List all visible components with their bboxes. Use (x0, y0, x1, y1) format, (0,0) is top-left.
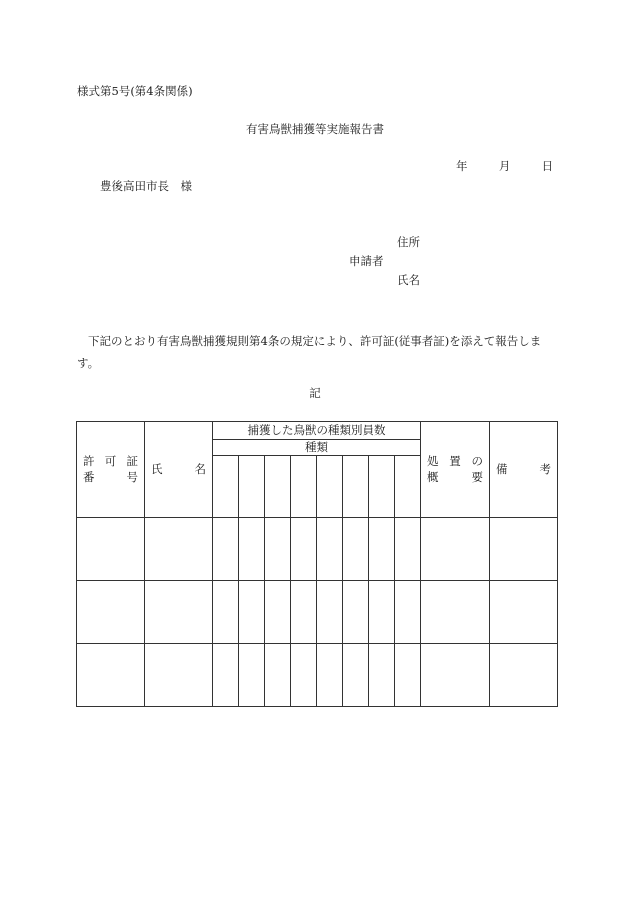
count-cell[interactable] (265, 518, 291, 581)
count-cell[interactable] (317, 644, 343, 707)
captured-count-header: 捕獲した鳥獣の種類別員数 (213, 422, 421, 440)
species-cell[interactable] (317, 456, 343, 518)
species-cell[interactable] (239, 456, 265, 518)
disposal-header-line-1 (427, 456, 483, 468)
body-text: 下記のとおり有害鳥獣捕獲規則第4条の規定により、許可証(従事者証)を添えて報告します。 (77, 334, 542, 370)
name-header (145, 422, 213, 518)
header-row-1 (77, 422, 558, 440)
count-cell[interactable] (213, 644, 239, 707)
count-cell[interactable] (239, 644, 265, 707)
remarks-cell[interactable] (490, 581, 558, 644)
permit-no-header-line-2 (83, 469, 138, 484)
remarks-cell[interactable] (490, 644, 558, 707)
remarks-header-line (496, 461, 551, 476)
species-cell[interactable] (265, 456, 291, 518)
date-month-label: 月 (498, 159, 511, 173)
permit-no-char: 可 (104, 454, 117, 468)
table-row (77, 644, 558, 707)
remarks-char: 考 (539, 461, 551, 476)
name-header-char: 名 (194, 461, 206, 476)
name-header-char: 氏 (151, 461, 163, 476)
permit-no-header (77, 422, 145, 518)
disposal-char: 要 (471, 469, 483, 484)
date-year-label: 年 (456, 159, 468, 173)
species-cell[interactable] (291, 456, 317, 518)
disposal-summary-header (421, 422, 490, 518)
disposal-cell[interactable] (421, 518, 490, 581)
disposal-cell[interactable] (421, 581, 490, 644)
remarks-cell[interactable] (490, 518, 558, 581)
name-cell[interactable] (145, 581, 213, 644)
disposal-char: 処 (427, 454, 439, 468)
applicant-label: 申請者 (349, 254, 384, 268)
permit-no-cell[interactable] (77, 644, 145, 707)
address-label: 住所 (397, 235, 420, 249)
permit-no-header-line-1 (83, 456, 138, 468)
remarks-header (490, 422, 558, 518)
permit-no-cell[interactable] (77, 518, 145, 581)
count-cell[interactable] (239, 518, 265, 581)
disposal-char: の (471, 454, 483, 468)
count-cell[interactable] (291, 518, 317, 581)
date-day-label: 日 (541, 159, 554, 173)
name-cell[interactable] (145, 518, 213, 581)
report-table (76, 421, 558, 707)
count-cell[interactable] (265, 644, 291, 707)
count-cell[interactable] (369, 644, 395, 707)
count-cell[interactable] (395, 581, 421, 644)
permit-no-char: 許 (83, 454, 95, 468)
count-cell[interactable] (343, 518, 369, 581)
permit-no-char: 号 (126, 469, 138, 484)
count-cell[interactable] (343, 644, 369, 707)
remarks-char: 備 (496, 461, 508, 476)
date-line (456, 161, 553, 173)
table-row (77, 581, 558, 644)
count-cell[interactable] (291, 581, 317, 644)
disposal-header-line-2 (427, 469, 483, 484)
count-cell[interactable] (291, 644, 317, 707)
species-header: 種類 (213, 440, 421, 456)
disposal-char: 概 (427, 469, 439, 484)
species-cell[interactable] (369, 456, 395, 518)
ki-label: 記 (309, 386, 321, 400)
count-cell[interactable] (213, 581, 239, 644)
permit-no-char: 番 (83, 469, 95, 484)
disposal-cell[interactable] (421, 644, 490, 707)
species-cell[interactable] (213, 456, 239, 518)
count-cell[interactable] (395, 518, 421, 581)
disposal-char: 置 (449, 454, 461, 468)
count-cell[interactable] (213, 518, 239, 581)
form-number: 様式第5号(第4条関係) (77, 84, 193, 98)
permit-no-cell[interactable] (77, 581, 145, 644)
count-cell[interactable] (369, 581, 395, 644)
count-cell[interactable] (369, 518, 395, 581)
count-cell[interactable] (343, 581, 369, 644)
permit-no-char: 証 (126, 454, 138, 468)
count-cell[interactable] (265, 581, 291, 644)
name-header-line (151, 461, 206, 476)
addressee: 豊後高田市長 様 (100, 179, 192, 193)
count-cell[interactable] (317, 581, 343, 644)
document-title: 有害鳥獣捕獲等実施報告書 (246, 122, 384, 136)
species-cell[interactable] (395, 456, 421, 518)
table-row (77, 518, 558, 581)
name-cell[interactable] (145, 644, 213, 707)
count-cell[interactable] (239, 581, 265, 644)
count-cell[interactable] (317, 518, 343, 581)
name-label: 氏名 (397, 273, 420, 287)
count-cell[interactable] (395, 644, 421, 707)
species-cell[interactable] (343, 456, 369, 518)
